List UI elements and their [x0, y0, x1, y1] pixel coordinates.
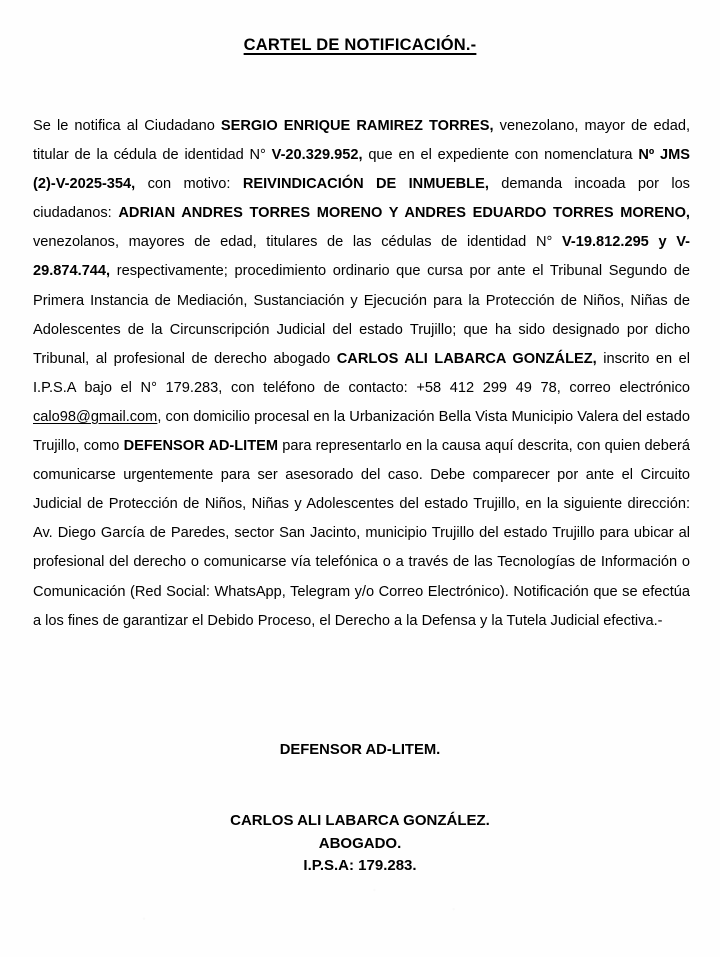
signature-name: CARLOS ALI LABARCA GONZÁLEZ. — [230, 812, 490, 829]
page-title — [0, 36, 720, 55]
page-title-text: CARTEL DE NOTIFICACIÓN.- — [243, 36, 477, 54]
notice-body — [33, 112, 690, 636]
signature-block — [0, 810, 720, 878]
signature-role: DEFENSOR AD-LITEM. — [279, 742, 441, 758]
signature-ipsa: I.P.S.A: 179.283. — [303, 857, 417, 874]
notice-body-paragraph: Se le notifica al Ciudadano SERGIO ENRIQUE RAMIREZ TORRES, venezolano, mayor de edad, titular de la cédula de identidad N° V-20.329.952, que en el expediente con nomenclatura Nº JMS (2)-V-2025-354, con motivo: REIVINDICACIÓN DE INMUEBLE, demanda incoada por los ciudadanos: ADRIAN ANDRES TORRES MORENO Y ANDRES EDUARDO TORRES MORENO, venezolanos, mayores de edad, titulares de las cédulas de identidad N° V-19.812.295 y V-29.874.744, respectivamente; procedimiento ordinario que cursa por ante el Tribunal Segundo de Primera Instancia de Mediación, Sustanciación y Ejecución para la Protección de Niños, Niñas de Adolescentes de la Circunscripción Judicial del estado Trujillo; que ha sido designado por dicho Tribunal, al profesional de derecho abogado CARLOS ALI LABARCA GONZÁLEZ, inscrito en el I.P.S.A bajo el N° 179.283, con teléfono de contacto: +58 412 299 49 78, correo electrónico calo98@gmail.com, con domicilio procesal en la Urbanización Bella Vista Municipio Valera del estado Trujillo, como DEFENSOR AD-LITEM para representarlo en la causa aquí descrita, con quien deberá comunicarse urgentemente para ser asesorado del caso. Debe comparecer por ante el Circuito Judicial de Protección de Niños, Niñas y Adolescentes del estado Trujillo, en la siguiente dirección: Av. Diego García de Paredes, sector San Jacinto, municipio Trujillo del estado Trujillo para ubicar al profesional del derecho o comunicarse vía telefónica o a través de las Tecnologías de Información o Comunicación (Red Social: WhatsApp, Telegram y/o Correo Electrónico). Notificación que se efectúa a los fines de garantizar el Debido Proceso, el Derecho a la Defensa y la Tutela Judicial efectiva.- — [33, 118, 691, 629]
signature-profession: ABOGADO. — [318, 834, 402, 852]
